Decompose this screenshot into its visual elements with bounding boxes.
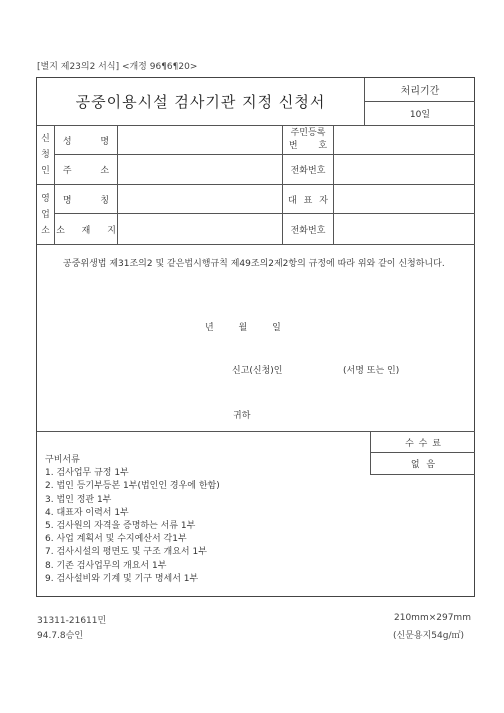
addressee-label: 귀하 (233, 411, 251, 421)
applicant-name-label: 성 명 (62, 136, 110, 147)
business-location-field[interactable] (118, 214, 282, 244)
list-item: 7. 검사시설의 평면도 및 구조 개요서 1부 (45, 547, 207, 558)
processing-period-value: 10일 (409, 110, 431, 120)
signature-note: (서명 또는 인) (343, 366, 400, 376)
applicant-address-label: 주 소 (62, 166, 110, 176)
business-group-label: 영 업 소 (41, 193, 50, 236)
fee-value: 없 음 (410, 460, 436, 470)
applicant-group-label: 신 청 인 (41, 134, 50, 176)
list-item: 6. 사업 계획서 및 수지예산서 각1부 (45, 534, 187, 545)
form-title: 공중이용시설 검사기관 지정 신청서 (75, 93, 326, 111)
paper-type: (신문용지54g/㎡) (393, 631, 464, 641)
processing-period-label: 처리기간 (400, 86, 440, 97)
paper-size: 210mm×297mm (394, 613, 471, 623)
resident-id-label: 주민등록 번 호 (288, 128, 328, 151)
fee-label: 수 수 료 (405, 438, 441, 449)
resident-id-field[interactable] (334, 126, 475, 154)
business-name-label: 명 칭 (62, 195, 110, 206)
business-name-field[interactable] (118, 185, 282, 213)
date-line[interactable]: 년 월 일 (205, 323, 281, 333)
business-phone-field[interactable] (334, 214, 475, 244)
applicant-signature-label: 신고(신청)인 (232, 366, 283, 376)
list-item: 9. 검사설비와 기계 및 기구 명세서 1부 (45, 573, 199, 584)
form-number-note: [별지 제23의2 서식] <개정 96¶6¶20> (37, 62, 198, 72)
applicant-phone-label: 전화번호 (290, 166, 326, 176)
representative-field[interactable] (334, 185, 475, 213)
required-documents (45, 454, 220, 586)
application-statement: 공중위생법 제31조의2 및 같은법시행규칙 제49조의2제2항의 규정에 따라 위와 같이 신청하니다. (63, 259, 445, 269)
list-item: 5. 검사원의 자격을 증명하는 서류 1부 (45, 521, 196, 532)
divider (370, 474, 475, 475)
list-item: 1. 검사업무 규정 1부 (45, 468, 129, 479)
business-location-label: 소 재 지 (56, 225, 116, 236)
form-code: 31311-21611민 (37, 616, 107, 626)
approval-date: 94.7.8승인 (37, 631, 84, 641)
business-phone-label: 전화번호 (290, 225, 326, 236)
applicant-address-field[interactable] (118, 155, 282, 184)
application-form (36, 77, 475, 597)
representative-label: 대 표 자 (288, 195, 328, 206)
list-item: 3. 법인 정관 1부 (45, 494, 112, 505)
list-item: 2. 법인 등기부등본 1부(법인인 경우에 한함) (45, 481, 220, 492)
list-item: 8. 기존 검사업무의 개요서 1부 (45, 560, 167, 571)
list-item: 4. 대표자 이력서 1부 (45, 507, 129, 518)
applicant-phone-field[interactable] (334, 155, 475, 184)
divider (37, 244, 475, 245)
applicant-name-field[interactable] (118, 126, 282, 154)
documents-heading: 구비서류 (45, 455, 80, 465)
